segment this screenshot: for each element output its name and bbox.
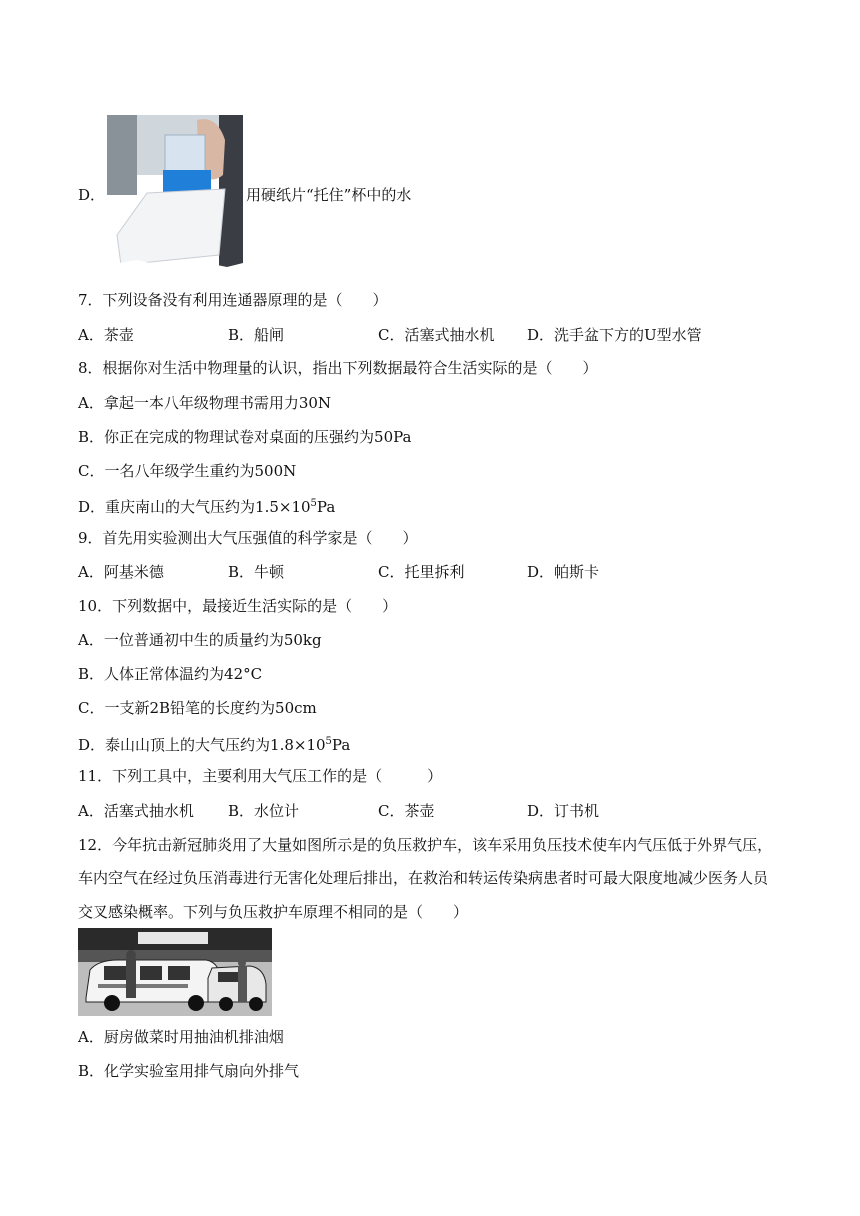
q10-option-c: C．一支新2B铅笔的长度约为50cm — [78, 699, 317, 717]
q10-option-b: B．人体正常体温约为42°C — [78, 665, 263, 683]
ambulance-photo — [78, 928, 272, 1016]
q8-option-c: C．一名八年级学生重约为500N — [78, 462, 297, 480]
q10-stem: 10．下列数据中，最接近生活实际的是（ ） — [78, 597, 398, 615]
q8-option-a: A．拿起一本八年级物理书需用力30N — [78, 394, 332, 412]
q7-option-b: B．船闸 — [228, 326, 285, 344]
q11-option-d: D．订书机 — [527, 802, 600, 820]
q7-option-a: A．茶壶 — [78, 326, 134, 344]
q12-stem-line-3: 交叉感染概率。下列与负压救护车原理不相同的是（ ） — [78, 903, 469, 921]
q7-stem: 7．下列设备没有利用连通器原理的是（ ） — [78, 291, 388, 309]
q11-option-c: C．茶壶 — [378, 802, 435, 820]
q12-option-b: B．化学实验室用排气扇向外排气 — [78, 1062, 300, 1080]
q9-options — [78, 562, 778, 582]
q6-option-d-letter: D． — [78, 186, 106, 204]
q8-option-b: B．你正在完成的物理试卷对桌面的压强约为50Pa — [78, 428, 412, 446]
q6-option-d-text: 用硬纸片“托住”杯中的水 — [246, 186, 412, 204]
q8-stem: 8．根据你对生活中物理量的认识，指出下列数据最符合生活实际的是（ ） — [78, 359, 598, 377]
q8-option-d — [78, 494, 335, 517]
q11-options — [78, 801, 778, 821]
q10-option-d — [78, 732, 350, 755]
q9-option-d: D．帕斯卡 — [527, 563, 600, 581]
q10-option-a: A．一位普通初中生的质量约为50kg — [78, 631, 322, 649]
q8-option-d-main: D．重庆南山的大气压约为1.5×10 — [78, 498, 311, 516]
q9-option-b: B．牛顿 — [228, 563, 285, 581]
q12-option-a: A．厨房做菜时用抽油机排油烟 — [78, 1028, 284, 1046]
q9-option-c: C．托里拆利 — [378, 563, 465, 581]
q8-option-d-exponent: 5 — [310, 498, 317, 509]
q7-option-d: D．洗手盆下方的U型水管 — [527, 326, 702, 344]
q10-option-d-exponent: 5 — [325, 736, 332, 747]
q12-stem-line-1: 12．今年抗击新冠肺炎用了大量如图所示是的负压救护车，该车采用负压技术使车内气压低于外界气压， — [78, 836, 773, 854]
q7-options — [78, 325, 778, 345]
q8-option-d-unit: Pa — [316, 498, 336, 516]
q11-option-a: A．活塞式抽水机 — [78, 802, 194, 820]
cup-cardboard-photo — [107, 115, 243, 273]
q10-option-d-main: D．泰山山顶上的大气压约为1.8×10 — [78, 736, 326, 754]
q9-option-a: A．阿基米德 — [78, 563, 164, 581]
q7-option-c: C．活塞式抽水机 — [378, 326, 495, 344]
q12-stem-line-2: 车内空气在经过负压消毒进行无害化处理后排出，在救治和转运传染病患者时可最大限度地减少医务人员 — [78, 869, 769, 887]
q11-option-b: B．水位计 — [228, 802, 300, 820]
q9-stem: 9．首先用实验测出大气压强值的科学家是（ ） — [78, 529, 418, 547]
q10-option-d-unit: Pa — [331, 736, 351, 754]
q11-stem: 11．下列工具中，主要利用大气压工作的是（ ） — [78, 767, 443, 785]
